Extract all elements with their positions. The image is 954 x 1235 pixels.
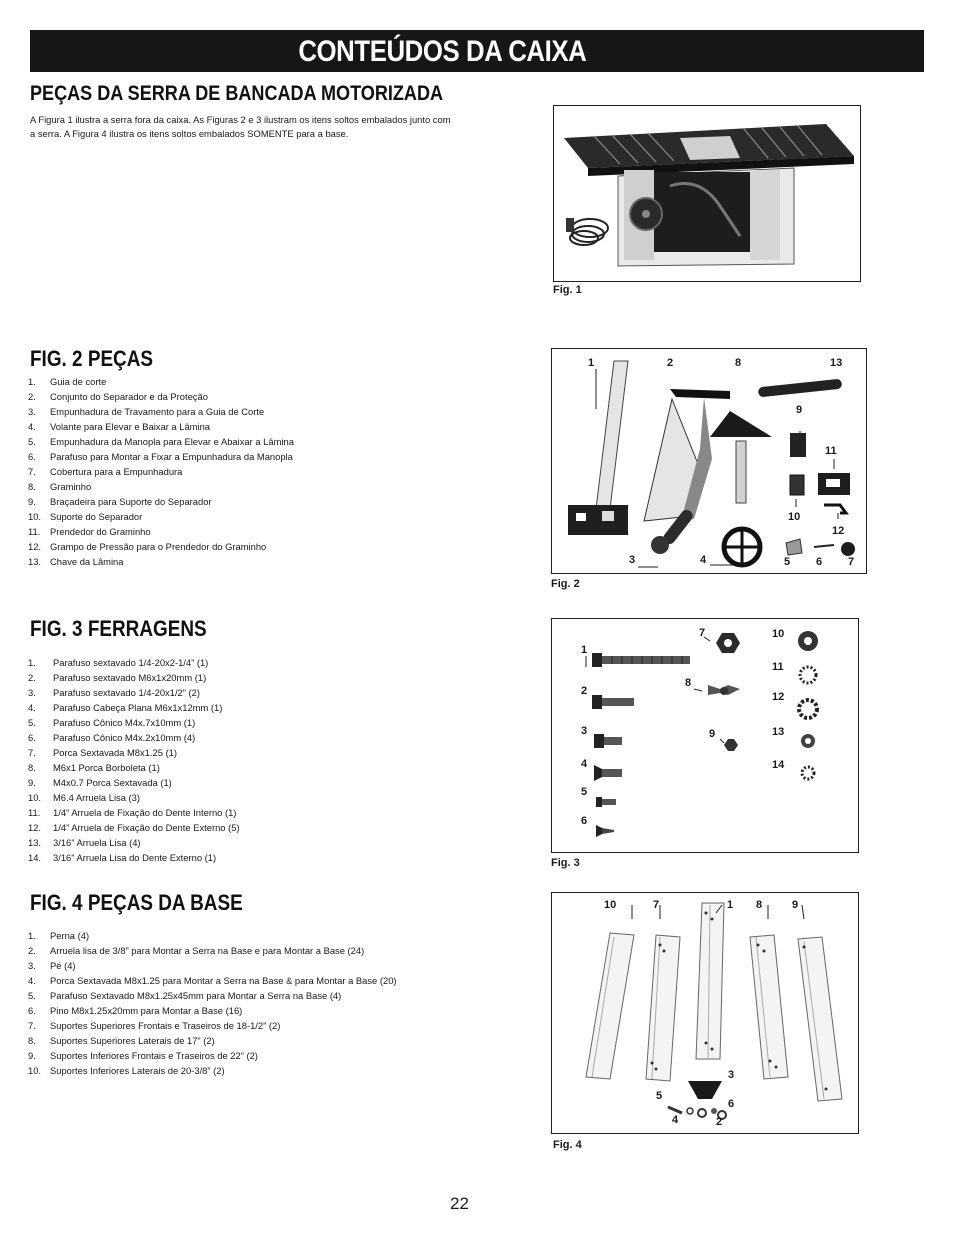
page-title: CONTEÚDOS DA CAIXA — [298, 35, 587, 68]
list-item-text: Suporte do Separador — [50, 511, 143, 522]
list-item-text: M6x1 Porca Borboleta (1) — [53, 762, 160, 773]
list-item-number: 6. — [28, 1005, 36, 1016]
list-item-number: 1. — [28, 657, 36, 668]
list-item — [28, 715, 240, 730]
fig2-label-11: 11 — [825, 445, 837, 457]
list-item — [28, 1003, 397, 1018]
list-item-text: Porca Sextavada M8x1.25 para Montar a Serra na Base & para Montar a Base (20) — [50, 975, 397, 986]
fig4-label-2: 2 — [716, 1116, 723, 1128]
list-item — [28, 928, 397, 943]
list-item-number: 11. — [28, 526, 41, 537]
list-item-text: Grampo de Pressão para o Prendedor do Graminho — [50, 541, 267, 552]
list-item-text: Guia de corte — [50, 376, 107, 387]
list-item — [28, 700, 240, 715]
list-item-text: Parafuso sextavado 1/4-20x2-1/4” (1) — [53, 657, 209, 668]
list-item — [28, 509, 294, 524]
list-item-text: Prendedor do Graminho — [50, 526, 151, 537]
fig2-label-6: 6 — [816, 556, 823, 568]
figure-2-caption: Fig. 2 — [551, 578, 580, 590]
section-title-fig3: FIG. 3 FERRAGENS — [30, 616, 207, 641]
list-item — [28, 539, 294, 554]
list-item-number: 10. — [28, 1065, 42, 1076]
list-item — [28, 1063, 397, 1078]
list-item — [28, 419, 294, 434]
fig4-label-5: 5 — [656, 1090, 663, 1102]
fig3-label-2: 2 — [581, 685, 588, 697]
list-item-number: 1. — [28, 930, 36, 941]
fig3-label-12: 12 — [772, 691, 785, 703]
figure-3-caption: Fig. 3 — [551, 857, 580, 869]
list-item-text: Porca Sextavada M8x1.25 (1) — [53, 747, 178, 758]
fig2-label-9: 9 — [796, 404, 803, 416]
list-item-text: M6.4 Arruela Lisa (3) — [53, 792, 141, 803]
figure-4-caption: Fig. 4 — [553, 1139, 582, 1151]
list-item-number: 13. — [28, 837, 42, 848]
list-item-number: 2. — [28, 672, 36, 683]
list-item-number: 12. — [28, 822, 42, 833]
fig3-label-3: 3 — [581, 725, 588, 737]
list-item-text: Empunhadura de Travamento para a Guia de Corte — [50, 406, 265, 417]
list-item-number: 6. — [28, 732, 36, 743]
list-item-number: 2. — [28, 391, 36, 402]
intro-paragraph — [30, 113, 500, 141]
list-item — [28, 850, 240, 865]
fig4-label-8: 8 — [756, 899, 763, 911]
list-item-number: 10. — [28, 511, 42, 522]
list-item-number: 8. — [28, 762, 36, 773]
section-title-saw-parts: PEÇAS DA SERRA DE BANCADA MOTORIZADA — [30, 82, 444, 105]
list-item-text: Parafuso Sextavado M8x1.25x45mm para Montar a Serra na Base (4) — [50, 990, 342, 1001]
list-item — [28, 745, 240, 760]
list-item-number: 4. — [28, 975, 36, 986]
list-item — [28, 449, 294, 464]
list-item — [28, 374, 294, 389]
fig2-label-5: 5 — [784, 556, 791, 568]
fig3-hardware-list — [28, 655, 240, 865]
list-item-text: M4x0.7 Porca Sextavada (1) — [53, 777, 172, 788]
list-item-text: Perna (4) — [50, 930, 90, 941]
list-item — [28, 685, 240, 700]
list-item-number: 3. — [28, 687, 36, 698]
fig4-base-illustration — [552, 893, 858, 1133]
list-item — [28, 464, 294, 479]
fig3-hardware-illustration — [552, 619, 858, 852]
list-item — [28, 760, 240, 775]
section-title-fig4: FIG. 4 PEÇAS DA BASE — [30, 890, 243, 915]
list-item — [28, 434, 294, 449]
list-item-number: 11. — [28, 807, 41, 818]
fig4-label-1: 1 — [727, 899, 734, 911]
list-item — [28, 479, 294, 494]
list-item-text: Suportes Inferiores Frontais e Traseiros de 22” (2) — [50, 1050, 258, 1061]
list-item-text: Volante para Elevar e Baixar a Lâmina — [50, 421, 210, 432]
list-item — [28, 524, 294, 539]
list-item-number: 1. — [28, 376, 36, 387]
list-item-number: 9. — [28, 496, 36, 507]
fig3-label-6: 6 — [581, 815, 588, 827]
fig3-label-7: 7 — [699, 627, 706, 639]
list-item-text: 1/4” Arruela de Fixação do Dente Interno (1) — [53, 807, 237, 818]
fig4-label-10: 10 — [604, 899, 617, 911]
figure-1-table-saw — [553, 105, 861, 282]
list-item — [28, 973, 397, 988]
fig3-label-10: 10 — [772, 628, 785, 640]
figure-4-base-parts — [551, 892, 859, 1134]
page-number: 22 — [450, 1194, 469, 1213]
fig2-label-12: 12 — [832, 525, 845, 537]
page-header-banner — [30, 30, 924, 72]
list-item-text: Graminho — [50, 481, 92, 492]
list-item-text: Parafuso Cônico M4x.2x10mm (4) — [53, 732, 196, 743]
fig3-label-8: 8 — [685, 677, 692, 689]
list-item-number: 5. — [28, 436, 36, 447]
list-item — [28, 805, 240, 820]
list-item-number: 7. — [28, 466, 36, 477]
fig2-label-7: 7 — [848, 556, 855, 568]
list-item-number: 5. — [28, 717, 36, 728]
list-item-number: 8. — [28, 481, 36, 492]
list-item — [28, 670, 240, 685]
fig3-label-5: 5 — [581, 786, 588, 798]
list-item-text: Pino M8x1.25x20mm para Montar a Base (16) — [50, 1005, 243, 1016]
list-item-text: Suportes Superiores Frontais e Traseiros de 18-1/2” (2) — [50, 1020, 281, 1031]
fig4-label-3: 3 — [728, 1069, 735, 1081]
list-item — [28, 790, 240, 805]
list-item-number: 7. — [28, 1020, 36, 1031]
list-item-number: 6. — [28, 451, 36, 462]
list-item-number: 12. — [28, 541, 42, 552]
list-item-number: 4. — [28, 702, 36, 713]
figure-1-caption: Fig. 1 — [553, 284, 582, 296]
fig4-label-6: 6 — [728, 1098, 735, 1110]
list-item — [28, 494, 294, 509]
list-item-text: Parafuso para Montar a Fixar a Empunhadura da Manopla — [50, 451, 293, 462]
list-item — [28, 958, 397, 973]
fig4-base-parts-list — [28, 928, 397, 1078]
list-item-text: Conjunto do Separador e da Proteção — [50, 391, 208, 402]
list-item — [28, 554, 294, 569]
section-title-fig2: FIG. 2 PEÇAS — [30, 346, 154, 371]
list-item-number: 14. — [28, 852, 42, 863]
fig4-label-9: 9 — [792, 899, 799, 911]
list-item-text: Suportes Inferiores Laterais de 20-3/8” (2) — [50, 1065, 225, 1076]
fig3-label-11: 11 — [772, 661, 784, 673]
list-item-number: 5. — [28, 990, 36, 1001]
list-item-text: Cobertura para a Empunhadura — [50, 466, 183, 477]
fig2-parts-illustration — [552, 349, 866, 573]
list-item-text: Empunhadura da Manopla para Elevar e Abaixar a Lâmina — [50, 436, 294, 447]
table-saw-illustration — [554, 106, 860, 281]
list-item-text: Parafuso Cabeça Plana M6x1x12mm (1) — [53, 702, 223, 713]
fig2-parts-list — [28, 374, 294, 569]
fig2-label-1: 1 — [588, 357, 595, 369]
list-item-number: 3. — [28, 406, 36, 417]
list-item-text: Parafuso sextavado 1/4-20x1/2” (2) — [53, 687, 200, 698]
list-item-text: Parafuso sextavado M6x1x20mm (1) — [53, 672, 207, 683]
list-item — [28, 389, 294, 404]
list-item-number: 2. — [28, 945, 36, 956]
intro-line-2: a serra. A Figura 4 ilustra os itens soltos embalados SOMENTE para a base. — [30, 128, 349, 139]
fig4-label-4: 4 — [672, 1114, 679, 1126]
fig3-label-14: 14 — [772, 759, 785, 771]
fig2-label-13: 13 — [830, 357, 843, 369]
fig2-label-8: 8 — [735, 357, 742, 369]
figure-3-hardware — [551, 618, 859, 853]
list-item-number: 10. — [28, 792, 42, 803]
list-item — [28, 655, 240, 670]
list-item — [28, 943, 397, 958]
intro-line-1: A Figura 1 ilustra a serra fora da caixa. As Figuras 2 e 3 ilustram os itens soltos embalados junto com — [30, 114, 451, 125]
fig3-label-4: 4 — [581, 758, 588, 770]
list-item — [28, 1033, 397, 1048]
list-item-text: Braçadeira para Suporte do Separador — [50, 496, 212, 507]
list-item — [28, 404, 294, 419]
list-item-number: 13. — [28, 556, 42, 567]
figure-2-parts — [551, 348, 867, 574]
fig2-label-2: 2 — [667, 357, 674, 369]
list-item — [28, 835, 240, 850]
list-item-number: 7. — [28, 747, 36, 758]
fig3-label-1: 1 — [581, 644, 588, 656]
fig2-label-3: 3 — [629, 554, 636, 566]
list-item — [28, 988, 397, 1003]
list-item — [28, 820, 240, 835]
list-item-text: 1/4” Arruela de Fixação do Dente Externo (5) — [53, 822, 240, 833]
list-item-number: 3. — [28, 960, 36, 971]
list-item — [28, 1018, 397, 1033]
list-item-text: Suportes Superiores Laterais de 17” (2) — [50, 1035, 215, 1046]
list-item-number: 8. — [28, 1035, 36, 1046]
list-item-number: 4. — [28, 421, 36, 432]
fig4-label-7: 7 — [653, 899, 660, 911]
list-item-number: 9. — [28, 777, 36, 788]
list-item-text: Parafuso Cônico M4x.7x10mm (1) — [53, 717, 196, 728]
list-item — [28, 775, 240, 790]
list-item — [28, 730, 240, 745]
fig3-label-9: 9 — [709, 728, 716, 740]
list-item — [28, 1048, 397, 1063]
fig2-label-4: 4 — [700, 554, 707, 566]
list-item-text: Chave da Lâmina — [50, 556, 124, 567]
list-item-number: 9. — [28, 1050, 36, 1061]
list-item-text: Pé (4) — [50, 960, 76, 971]
list-item-text: 3/16” Arruela Lisa (4) — [53, 837, 141, 848]
fig2-label-10: 10 — [788, 511, 801, 523]
list-item-text: Arruela lisa de 3/8” para Montar a Serra na Base e para Montar a Base (24) — [50, 945, 365, 956]
list-item-text: 3/16” Arruela Lisa do Dente Externo (1) — [53, 852, 217, 863]
fig3-label-13: 13 — [772, 726, 785, 738]
